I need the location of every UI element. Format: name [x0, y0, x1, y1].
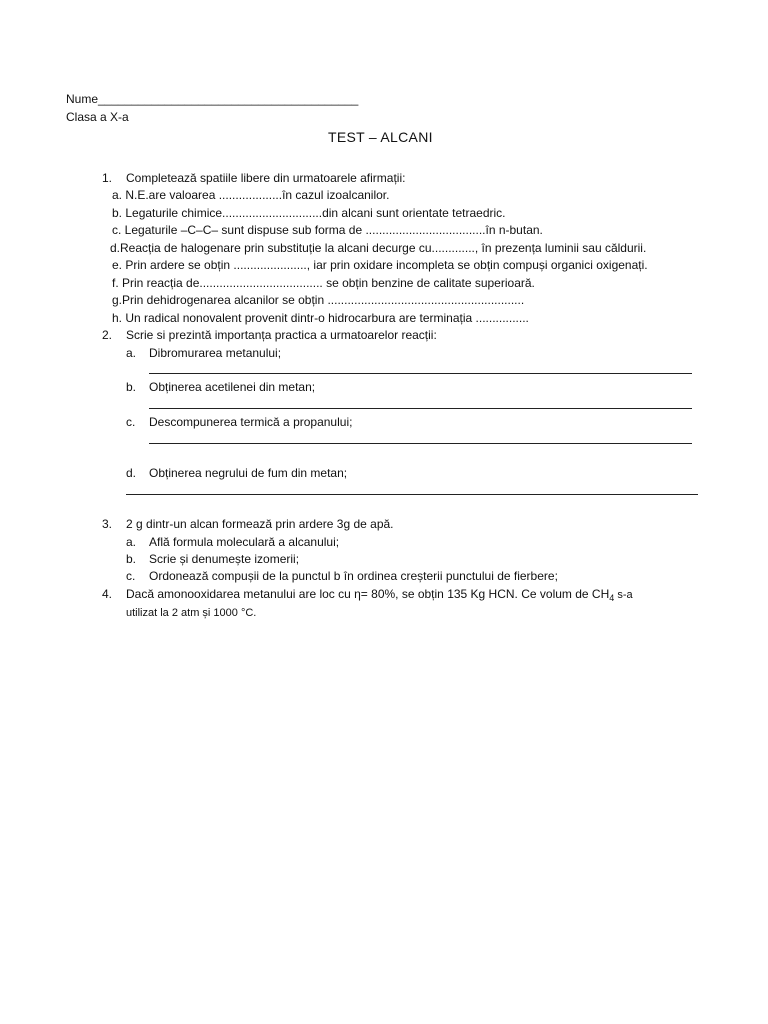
answer-line-q2d: [126, 494, 698, 495]
q3-item-a-text: Află formula moleculară a alcanului;: [149, 535, 340, 549]
q2-item-a-text: Dibromurarea metanului;: [149, 346, 282, 360]
q3-item-b-text: Scrie și denumește izomerii;: [149, 552, 300, 566]
q4-line2: utilizat la 2 atm și 1000 °C.: [126, 607, 257, 619]
q2-item-c-text: Descompunerea termică a propanului;: [149, 415, 353, 429]
name-field-label: Nume_______________________________________: [66, 92, 359, 106]
class-label: Clasa a X-a: [66, 110, 129, 124]
q2-prompt: Scrie si prezintă importanța practica a urmatoarelor reacții:: [126, 328, 437, 342]
q4-subscript: 4: [609, 593, 615, 603]
q1-item-g: g.Prin dehidrogenarea alcanilor se obțin ...........................................................: [112, 293, 525, 307]
test-title: TEST – ALCANI: [328, 129, 433, 145]
q1-item-b: b. Legaturile chimice..............................din alcani sunt orientate tetraedric.: [112, 206, 506, 220]
q4-number: 4.: [102, 587, 113, 601]
q2-item-d-letter: d.: [126, 466, 137, 480]
q1-item-e: e. Prin ardere se obțin ......................, iar prin oxidare incompleta se obțin compuși organici oxigenați.: [112, 258, 648, 272]
q3-item-c-letter: c.: [126, 569, 136, 583]
q4-text-part2: s-a: [614, 589, 633, 601]
q2-item-a-letter: a.: [126, 346, 137, 360]
q3-number: 3.: [102, 517, 113, 531]
q2-item-d-text: Obținerea negrului de fum din metan;: [149, 466, 348, 480]
q1-prompt: Completează spatiile libere din urmatoarele afirmații:: [126, 171, 406, 185]
answer-line-q2c: [149, 443, 692, 444]
answer-line-q2a: [149, 373, 692, 374]
q3-prompt: 2 g dintr-un alcan formează prin ardere 3g de apă.: [126, 517, 394, 531]
q2-number: 2.: [102, 328, 113, 342]
q3-item-c-text: Ordonează compușii de la punctul b în ordinea creșterii punctului de fierbere;: [149, 569, 558, 583]
q1-item-a: a. N.E.are valoarea ...................în cazul izoalcanilor.: [112, 188, 390, 202]
q1-item-c: c. Legaturile –C–C– sunt dispuse sub forma de ....................................în n-butan.: [112, 223, 543, 237]
q2-item-b-text: Obținerea acetilenei din metan;: [149, 380, 316, 394]
q4-text-part1: Dacă amonooxidarea metanului are loc cu η= 80%, se obțin 135 Kg HCN. Ce volum de CH: [126, 587, 610, 601]
q4-text: [126, 587, 633, 606]
q1-item-f: f. Prin reacția de..................................... se obțin benzine de calitate superioară.: [112, 276, 535, 290]
q1-item-d: d.Reacția de halogenare prin substituție la alcani decurge cu............., în prezența luminii sau căldurii.: [110, 241, 647, 255]
answer-line-q2b: [149, 408, 692, 409]
q1-item-h: h. Un radical nonovalent provenit dintr-o hidrocarbura are terminația ................: [112, 311, 529, 325]
q3-item-a-letter: a.: [126, 535, 137, 549]
q2-item-c-letter: c.: [126, 415, 136, 429]
q2-item-b-letter: b.: [126, 380, 137, 394]
q3-item-b-letter: b.: [126, 552, 137, 566]
q1-number: 1.: [102, 171, 113, 185]
